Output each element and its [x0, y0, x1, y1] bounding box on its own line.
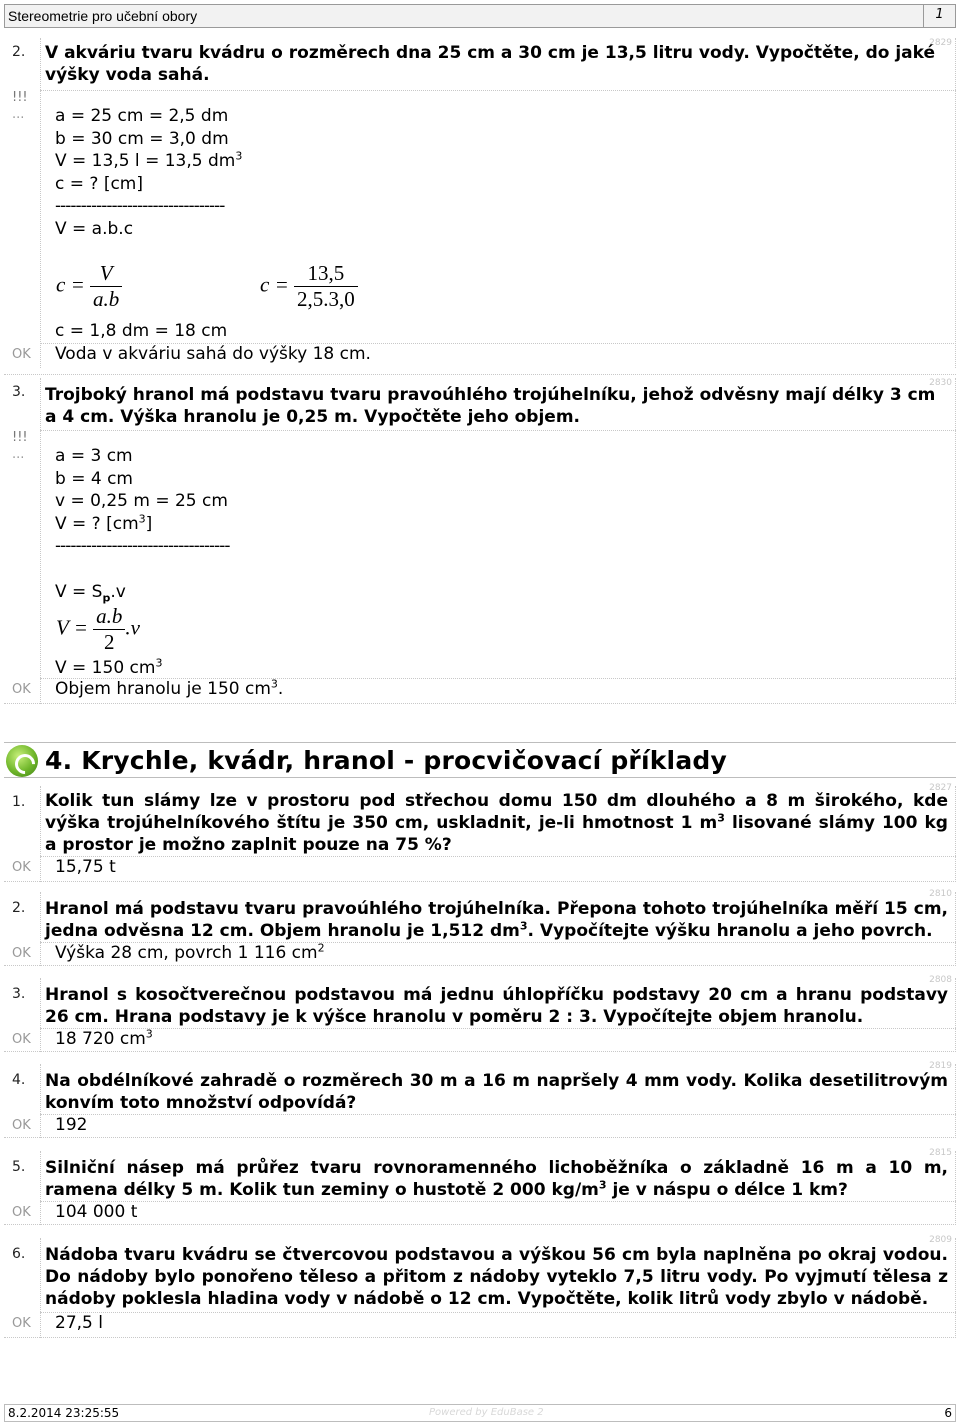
right-divider — [955, 38, 956, 368]
given-line: V = a.b.c — [55, 218, 134, 239]
problem-answer: Objem hranolu je 150 $cm^3$. — [55, 677, 284, 699]
exercise-answer: 192 — [55, 1115, 88, 1135]
ok-label: OK — [12, 1032, 31, 1047]
ok-label: OK — [12, 860, 31, 875]
section-header — [4, 742, 956, 778]
problem-2830 — [4, 378, 956, 704]
ok-label: OK — [12, 1316, 31, 1331]
exercise-answer: 104 000 t — [55, 1202, 138, 1222]
dots-label: ... — [12, 107, 25, 122]
solution-given — [55, 105, 242, 240]
exercise-answer: 15,75 t — [55, 857, 116, 877]
formula-c-values: c = $\frac{13,5}{2,5.3,0}$ — [260, 261, 358, 312]
given-line: b = 30 cm = 3,0 dm — [55, 128, 229, 149]
row-separator — [4, 374, 956, 375]
exercise-1 — [4, 783, 956, 882]
exercise-6 — [4, 1235, 956, 1338]
exercise-number: 2. — [12, 900, 26, 916]
given-line: c = ? [cm] — [55, 173, 143, 194]
footer-page-number: 6 — [944, 1406, 952, 1420]
given-line: a = 25 cm = 2,5 dm — [55, 106, 229, 126]
exercise-number: 1. — [12, 794, 26, 810]
exercise-answer: 18 720 $cm^3$ — [55, 1027, 153, 1049]
margin-divider — [40, 378, 41, 704]
exercise-number: 3. — [12, 986, 26, 1002]
row-separator — [40, 430, 956, 431]
exercise-text: Hranol s kosočtverečnou podstavou má jednu úhlopříčku podstavy 20 cm a hranu podstavy 26 cm. Hrana podstavy je k výšce hranolu v poměru 2 : 3. Vypočítejte objem hranolu. — [45, 985, 948, 1027]
exercise-2 — [4, 889, 956, 966]
ok-label: OK — [12, 347, 31, 362]
exercise-text: Na obdélníkové zahradě o rozměrech 30 m a 16 m napršely 4 mm vody. Kolika desetilitrovým konvím toto množství odpovídá? — [45, 1071, 948, 1113]
problem-2829 — [4, 38, 956, 368]
problem-text: V akváriu tvaru kvádru o rozměrech dna 25 cm a 30 cm je 13,5 litru vody. Vypočtěte, do jaké výšky voda sahá. — [45, 43, 936, 85]
exercise-text: Silniční násep má průřez tvaru rovnoramenného lichoběžníka o základně 16 m a 10 m, ramena délky 5 m. Kolik tun zeminy o hustotě 2 000 $kg/m^3$ je v náspu o délce 1 km? — [45, 1158, 948, 1200]
ok-label: OK — [12, 1205, 31, 1220]
document-footer — [4, 1404, 956, 1422]
ok-label: OK — [12, 946, 31, 961]
problem-number: 3. — [12, 384, 26, 400]
right-divider — [955, 378, 956, 704]
formula-volume-fraction: V = $\frac{a.b}{2}$ .v — [56, 604, 140, 654]
exercise-number: 4. — [12, 1072, 26, 1088]
exercise-text: Nádoba tvaru kvádru se čtvercovou podstavou a výškou 56 cm byla naplněna po okraj vodou. Do nádoby bylo ponořeno těleso a přitom z nádoby vyteklo 7,5 litru vody. Po vyjmutí tělesa z nádoby poklesla hladina vody v nádobě o 12 cm. Vypočtěte, kolik litrů vody zbylo v nádobě. — [45, 1245, 948, 1309]
marks-label: !!! — [12, 430, 28, 445]
solution-result: V = 150 $cm^3$ — [55, 656, 163, 678]
footer-datetime: 8.2.2014 23:25:55 — [8, 1406, 120, 1420]
problem-text: Trojboký hranol má podstavu tvaru pravoúhlého trojúhelníku, jehož odvěsny mají délky 3 cm a 4 cm. Výška hranolu je 0,25 m. Vypočtěte jeho objem. — [45, 385, 936, 427]
given-line: --------------------------------- — [55, 196, 225, 216]
row-separator — [40, 90, 956, 91]
margin-divider — [40, 38, 41, 368]
refresh-icon — [6, 745, 38, 777]
exercise-answer: 27,5 l — [55, 1313, 103, 1333]
marks-label: !!! — [12, 90, 28, 105]
exercise-3 — [4, 975, 956, 1052]
document-title: Stereometrie pro učební obory — [8, 8, 198, 24]
problem-number: 2. — [12, 44, 26, 60]
solution-given: a = 3 cm b = 4 cm v = 0,25 m = 25 cm V = ? $[cm^3]$ ---------------------------------- — [55, 446, 230, 556]
solution-result: c = 1,8 dm = 18 cm — [55, 321, 228, 341]
superscript: 3 — [235, 149, 243, 163]
exercise-text: Hranol má podstavu tvaru pravoúhlého trojúhelníka. Přepona tohoto trojúhelníka měří 15 cm, jedna odvěsna 12 cm. Objem hranolu je 1,512 $dm^3$. Vypočítejte výšku hranolu a jeho povrch. — [45, 899, 948, 941]
header-page-number: 1 — [923, 4, 955, 28]
exercise-4 — [4, 1061, 956, 1138]
row-separator — [4, 703, 956, 704]
document-header — [4, 4, 956, 28]
exercise-id: 2815 — [929, 1148, 952, 1158]
formula-volume: $V = S_p.v$ — [55, 582, 126, 605]
exercise-id: 2808 — [929, 975, 952, 985]
exercise-id: 2827 — [929, 783, 952, 793]
ok-label: OK — [12, 682, 31, 697]
dots-label: ... — [12, 447, 25, 462]
exercise-id: 2819 — [929, 1061, 952, 1071]
ok-label: OK — [12, 1118, 31, 1133]
formula-c: c = $\frac{V}{a.b}$ — [56, 261, 122, 312]
exercise-number: 6. — [12, 1246, 26, 1262]
footer-powered-by: Powered by EduBase 2 — [429, 1407, 544, 1418]
exercise-number: 5. — [12, 1159, 26, 1175]
exercise-answer: Výška 28 cm, povrch 1 116 $cm^2$ — [55, 941, 325, 963]
problem-answer: Voda v akváriu sahá do výšky 18 cm. — [55, 344, 371, 364]
exercise-id: 2810 — [929, 889, 952, 899]
exercise-text: Kolik tun slámy lze v prostoru pod střechou domu 150 dm dlouhého a 8 m širokého, kde výška trojúhelníkového štítu je 350 cm, uskladnit, je-li hmotnost 1 $m^3$ lisované slámy 100 kg a prostor je možno zaplnit pouze na 75 %? — [45, 791, 948, 855]
problem-id: 2830 — [929, 378, 952, 388]
problem-id: 2829 — [929, 38, 952, 48]
section-title: 4. Krychle, kvádr, hranol - procvičovací příklady — [45, 746, 727, 775]
given-line: V = 13,5 l = 13,5 $dm^3$ — [55, 149, 243, 171]
exercise-id: 2809 — [929, 1235, 952, 1245]
exercise-5 — [4, 1148, 956, 1225]
